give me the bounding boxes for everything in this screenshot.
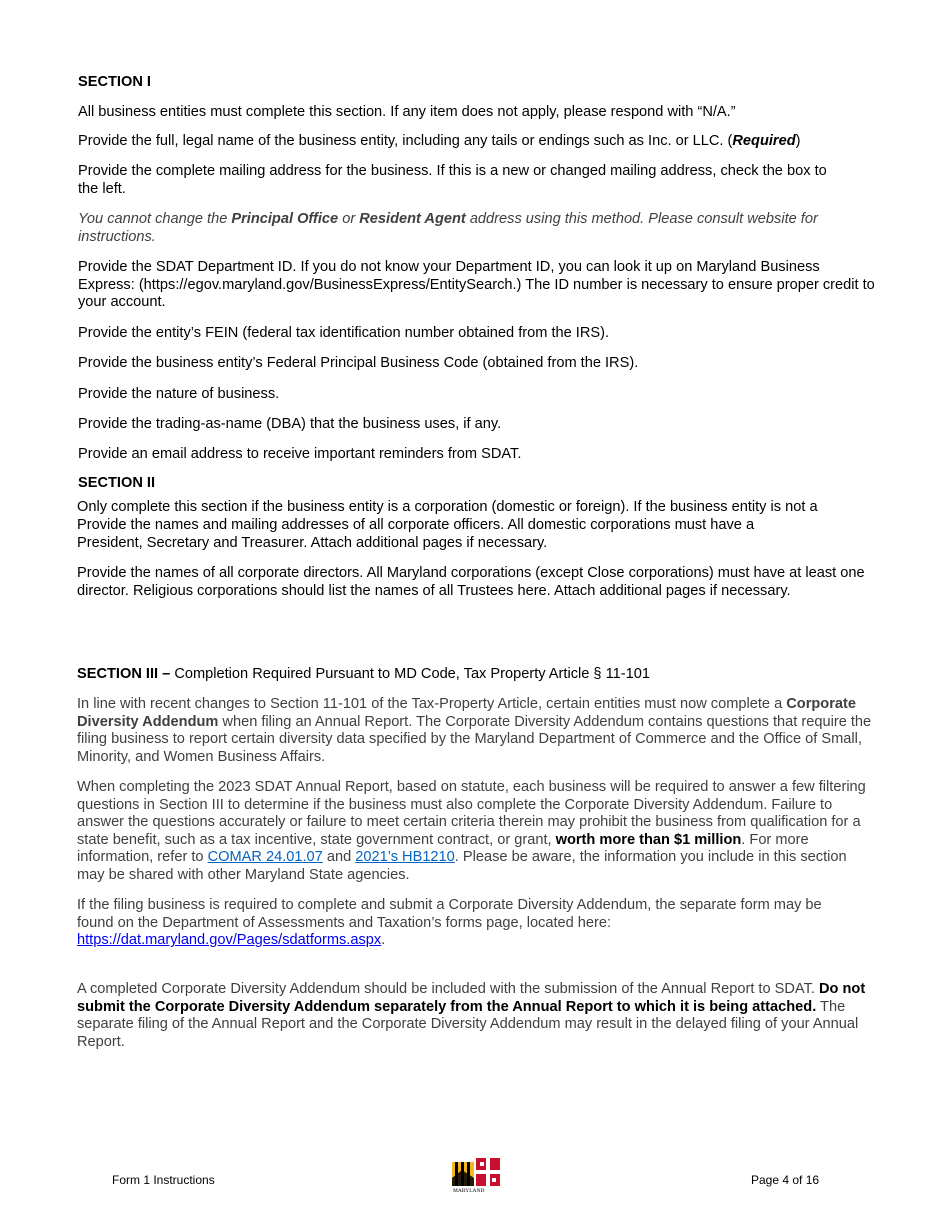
diversity-addendum-intro: In line with recent changes to Section 11-101 of the Tax-Property Article, certain entities must now complete a Corporate Diversity Addendum when filing an Annual Report. The Corporate Diversity Addendum contains questions that require the filing business to report certain diversity data specified by the Maryland Department of Commerce and the Office of Small, Minority, and Women Business Affairs. — [77, 696, 872, 765]
section-2-heading: SECTION II — [78, 475, 156, 491]
section-1-heading: SECTION I — [78, 74, 151, 90]
section-2-intro-line: Only complete this section if the business entity is a corporation (domestic or foreign). If the business entity is not a — [77, 499, 818, 515]
annual-report-filtering-paragraph: When completing the 2023 SDAT Annual Report, based on statute, each business will be required to answer a few filtering questions in Section III to determine if the business must also complete the Corporate Diversity Addendum. Failure to answer the questions accurately or failure to meet certain criteria therein may prohibit the business from qualification for a state benefit, such as a tax incentive, state government contract, or grant, worth more than $1 million. For more information, refer to COMAR 24.01.07 and 2021’s HB1210. Please be aware, the information you include in this section may be shared with other Maryland State agencies. — [77, 779, 866, 883]
crossland-quarter — [476, 1158, 500, 1186]
fein-instruction: Provide the entity’s FEIN (federal tax identification number obtained from the IRS). — [78, 325, 610, 341]
section-3-heading-line — [77, 666, 877, 684]
required-label: Required — [732, 133, 796, 149]
legal-name-text: Provide the full, legal name of the business entity, including any tails or endings such as Inc. or LLC. ( — [78, 133, 733, 149]
section-3-heading: SECTION III – — [77, 666, 171, 682]
submission-paragraph: A completed Corporate Diversity Addendum should be included with the submission of the Annual Report to SDAT. Do not submit the Corporate Diversity Addendum separately from the Annual Report to which it is being attached. The separate filing of the Annual Report and the Corporate Diversity Addendum may result in the delayed filing of your Annual Report. — [77, 981, 866, 1050]
directors-instruction: Provide the names of all corporate directors. All Maryland corporations (except Close corporations) must have at least one director. Religious corporations should list the names of all Trustees here. Attach additional pages if necessary. — [77, 565, 865, 599]
dba-instruction: Provide the trading-as-name (DBA) that the business uses, if any. — [78, 416, 502, 432]
business-code-instruction: Provide the business entity’s Federal Principal Business Code (obtained from the IRS). — [78, 355, 639, 371]
nature-of-business-instruction: Provide the nature of business. — [78, 386, 280, 402]
department-id-instruction: Provide the SDAT Department ID. If you do not know your Department ID, you can look it up on Maryland Business Express: (https://egov.maryland.gov/BusinessExpress/EntitySearch.) The ID number is necessary to ensure proper credit to your account. — [78, 259, 875, 311]
resident-agent-label: Resident Agent — [359, 211, 466, 227]
forms-page-paragraph: If the filing business is required to complete and submit a Corporate Diversity Addendum, the separate form may be found on the Department of Assessments and Taxation’s forms page, located here: https://dat.maryland.gov/Pages/sdatforms.aspx. — [77, 897, 822, 949]
one-million-threshold: worth more than $1 million — [555, 831, 742, 848]
logo-wordmark: MARYLAND — [453, 1188, 485, 1194]
legal-name-instruction: Provide the full, legal name of the business entity, including any tails or endings such as Inc. or LLC. (Required) — [78, 133, 801, 149]
sdat-forms-link[interactable]: https://dat.maryland.gov/Pages/sdatforms.aspx — [77, 932, 382, 949]
mailing-address-instruction: Provide the complete mailing address for the business. If this is a new or changed mailing address, check the box to the left. — [78, 163, 827, 197]
principal-office-label: Principal Office — [231, 211, 339, 227]
maryland-flag-logo — [450, 1156, 502, 1194]
email-instruction: Provide an email address to receive important reminders from SDAT. — [78, 446, 522, 462]
hb1210-link[interactable]: 2021’s HB1210 — [355, 849, 455, 866]
corporate-diversity-addendum-term: Corporate Diversity Addendum — [77, 696, 856, 730]
do-not-submit-separately-warning: Do not submit the Corporate Diversity Addendum separately from the Annual Report to which it is being attached. — [77, 981, 866, 1015]
section-3-subtitle: Completion Required Pursuant to MD Code, Tax Property Article § 11-101 — [170, 666, 650, 682]
officers-instruction: Provide the names and mailing addresses of all corporate officers. All domestic corporations must have a President, Secretary and Treasurer. Attach additional pages if necessary. — [77, 517, 755, 551]
footer-page-number: Page 4 of 16 — [751, 1173, 820, 1187]
footer-form-label: Form 1 Instructions — [112, 1173, 215, 1187]
comar-link[interactable]: COMAR 24.01.07 — [207, 849, 323, 866]
address-change-note: You cannot change the Principal Office or Resident Agent address using this method. Please consult website for instructions. — [78, 211, 818, 245]
section-1-intro: All business entities must complete this section. If any item does not apply, please respond with “N/A.” — [78, 104, 736, 120]
